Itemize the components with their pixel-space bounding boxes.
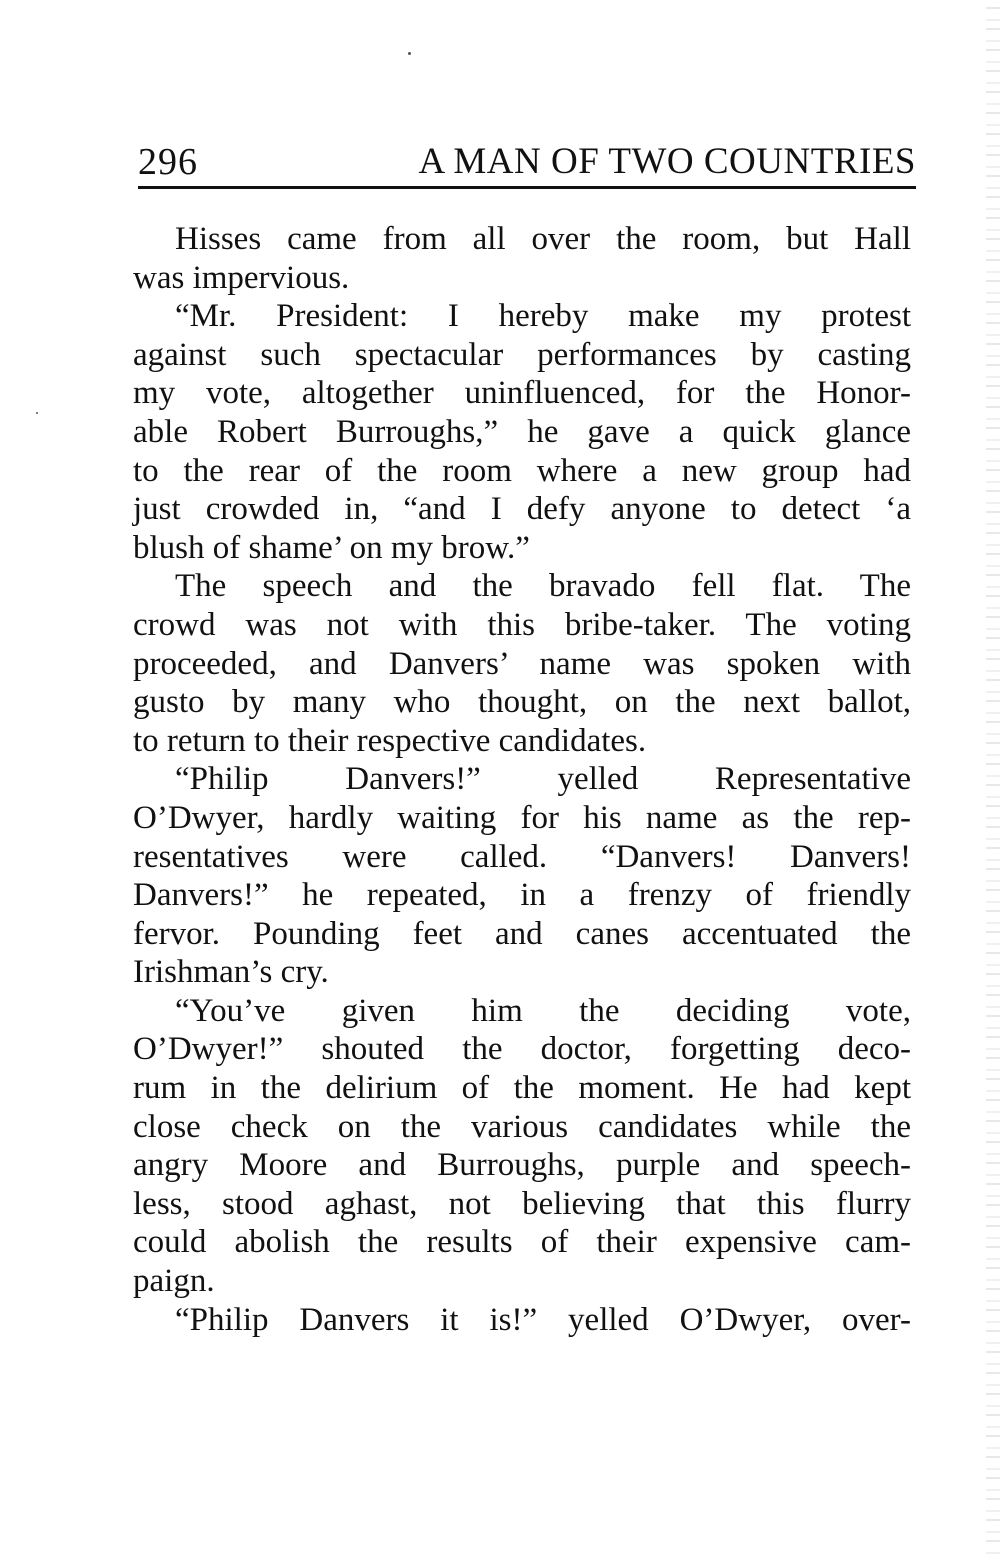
running-title: A MAN OF TWO COUNTRIES <box>418 141 916 182</box>
text-line: “You’ve given him the deciding vote, <box>175 992 911 1029</box>
scan-speck <box>36 412 38 414</box>
text-line: angry Moore and Burroughs, purple and speech- <box>133 1147 911 1184</box>
body-text <box>133 220 911 1339</box>
text-line: proceeded, and Danvers’ name was spoken with <box>133 645 911 682</box>
text-line: gusto by many who thought, on the next ballot, <box>133 684 911 721</box>
text-line: blush of shame’ on my brow.” <box>133 529 530 566</box>
text-line: Irishman’s cry. <box>133 954 329 991</box>
text-line: crowd was not with this bribe-taker. The voting <box>133 606 911 643</box>
text-line: to return to their respective candidates. <box>133 722 647 759</box>
text-line: to the rear of the room where a new group had <box>133 452 911 489</box>
text-line: able Robert Burroughs,” he gave a quick glance <box>133 413 911 450</box>
text-line: rum in the delirium of the moment. He had kept <box>133 1070 911 1107</box>
header-rule <box>138 186 916 189</box>
text-line: “Philip Danvers!” yelled Representative <box>175 761 911 798</box>
text-line: just crowded in, “and I defy anyone to detect ‘a <box>133 491 911 528</box>
text-line: less, stood aghast, not believing that this flurry <box>133 1185 911 1222</box>
text-line: resentatives were called. “Danvers! Danvers! <box>133 838 911 875</box>
text-line: fervor. Pounding feet and canes accentuated the <box>133 915 911 952</box>
page-number: 296 <box>138 141 198 183</box>
text-line: close check on the various candidates while the <box>133 1108 911 1145</box>
text-line: was impervious. <box>133 259 350 296</box>
text-line: my vote, altogether uninfluenced, for the Honor- <box>133 375 911 412</box>
text-line: Danvers!” he repeated, in a frenzy of friendly <box>133 877 911 914</box>
text-line: could abolish the results of their expensive cam- <box>133 1224 911 1261</box>
text-line: O’Dwyer!” shouted the doctor, forgetting deco- <box>133 1031 911 1068</box>
running-header <box>138 140 916 186</box>
text-line: “Mr. President: I hereby make my protest <box>175 298 911 335</box>
text-line: Hisses came from all over the room, but Hall <box>175 221 911 257</box>
scan-edge-noise <box>986 0 1000 1560</box>
text-line: O’Dwyer, hardly waiting for his name as the rep- <box>133 799 911 836</box>
text-line: The speech and the bravado fell flat. The <box>175 568 911 605</box>
text-line: “Philip Danvers it is!” yelled O’Dwyer, over- <box>175 1301 911 1338</box>
text-line: against such spectacular performances by casting <box>133 336 911 373</box>
scan-speck <box>408 52 411 55</box>
text-line: paign. <box>133 1263 215 1300</box>
